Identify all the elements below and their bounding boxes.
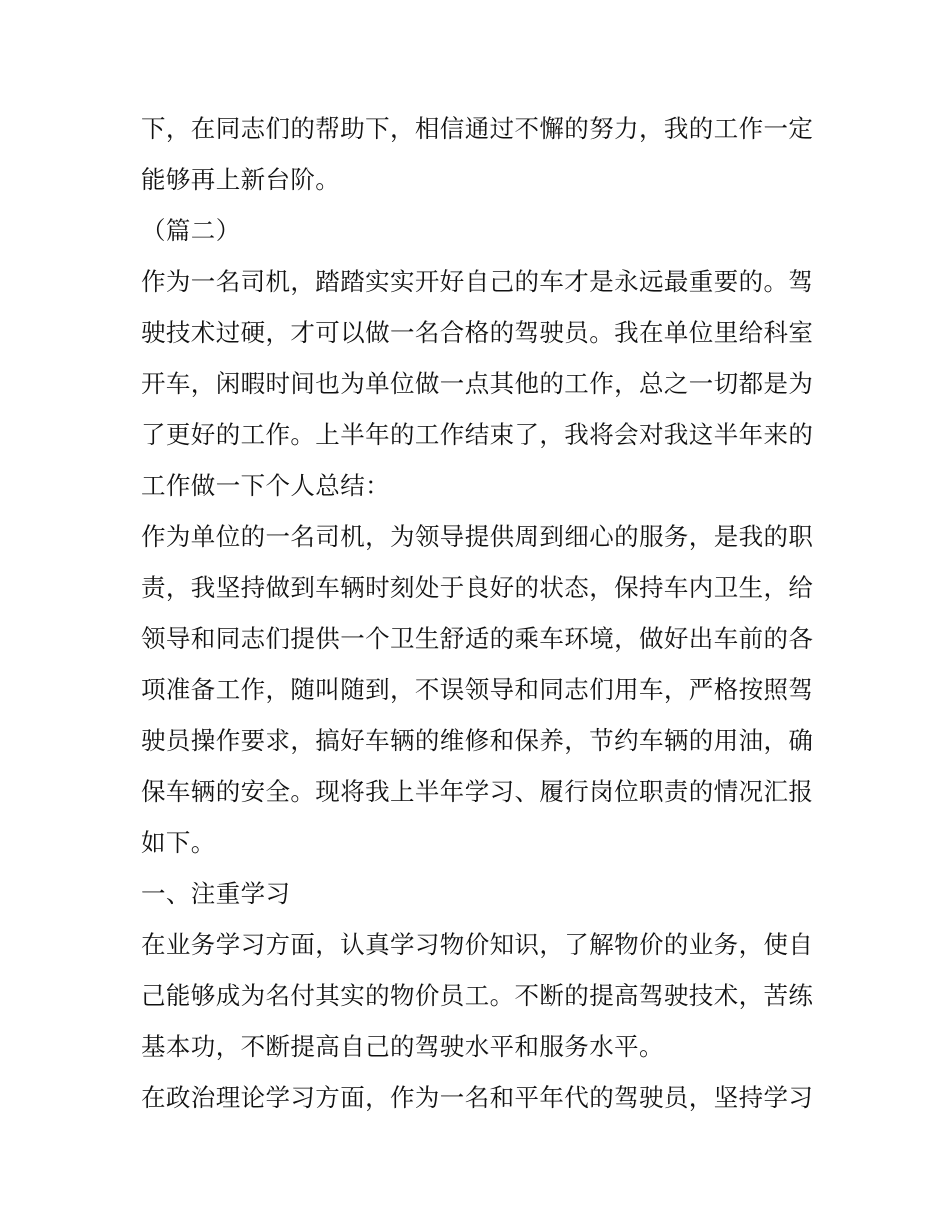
text-line: 下，在同志们的帮助下，相信通过不懈的努力，我的工作一定 [141, 114, 814, 143]
text-line: 作为单位的一名司机，为领导提供周到细心的服务，是我的职 [141, 522, 814, 551]
text-line: 驶员操作要求，搞好车辆的维修和保养，节约车辆的用油，确 [141, 726, 814, 755]
text-line: 保车辆的安全。现将我上半年学习、履行岗位职责的情况汇报 [141, 777, 814, 806]
text-line: 如下。 [141, 828, 216, 857]
document-body [141, 103, 813, 1123]
text-line: 项准备工作，随叫随到，不误领导和同志们用车，严格按照驾 [141, 675, 814, 704]
text-line: 能够再上新台阶。 [141, 165, 341, 194]
text-line: 责，我坚持做到车辆时刻处于良好的状态，保持车内卫生，给 [141, 573, 814, 602]
text-line: 己能够成为名付其实的物价员工。不断的提高驾驶技术，苦练 [141, 981, 814, 1010]
text-line: 驶技术过硬，才可以做一名合格的驾驶员。我在单位里给科室 [141, 318, 814, 347]
text-line: 基本功，不断提高自己的驾驶水平和服务水平。 [141, 1032, 664, 1061]
section-heading: 一、注重学习 [141, 879, 291, 908]
text-line: 工作做一下个人总结： [141, 471, 390, 500]
text-line: 作为一名司机，踏踏实实开好自己的车才是永远最重要的。驾 [141, 267, 814, 296]
text-line: 开车，闲暇时间也为单位做一点其他的工作，总之一切都是为 [141, 369, 814, 398]
text-line: 领导和同志们提供一个卫生舒适的乘车环境，做好出车前的各 [141, 624, 814, 653]
text-line: 在政治理论学习方面，作为一名和平年代的驾驶员，坚持学习 [141, 1083, 814, 1112]
section-heading: （篇二） [141, 216, 241, 245]
text-line: 在业务学习方面，认真学习物价知识，了解物价的业务，使自 [141, 930, 814, 959]
text-line: 了更好的工作。上半年的工作结束了，我将会对我这半年来的 [141, 420, 814, 449]
